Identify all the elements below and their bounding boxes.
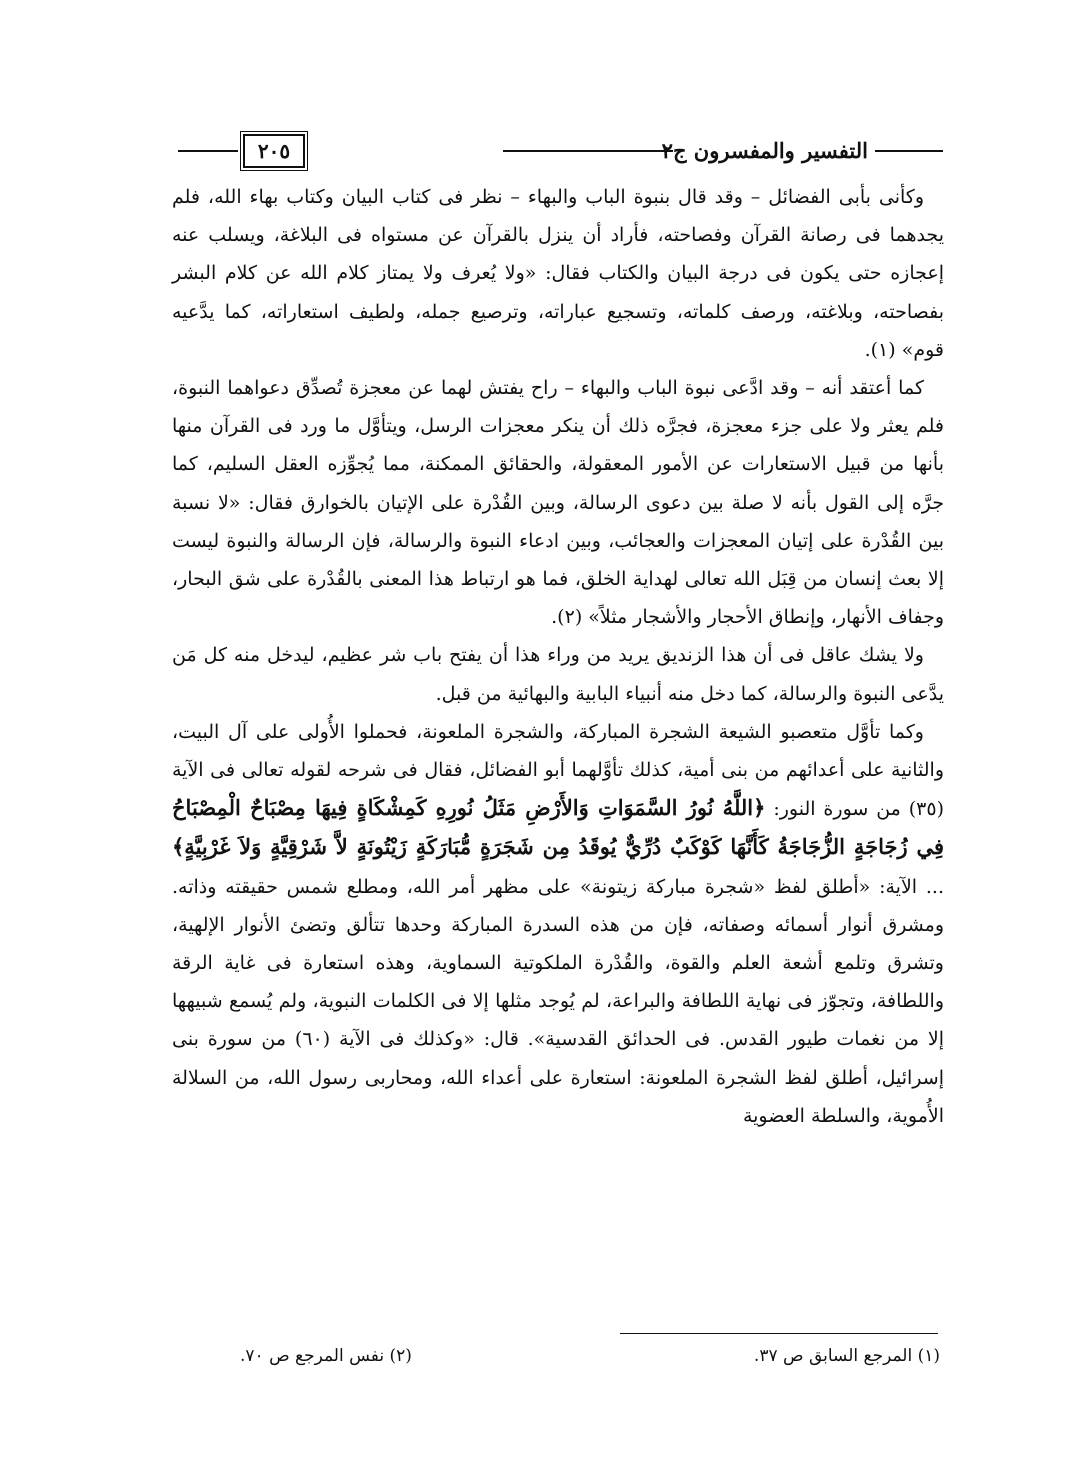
header-rule-right	[875, 150, 943, 152]
body-text	[172, 178, 944, 1135]
footnote-separator	[620, 1333, 938, 1334]
footnotes	[240, 1346, 940, 1366]
paragraph-3: ولا يشك عاقل فى أن هذا الزنديق يريد من وراء هذا أن يفتح باب شر عظيم، ليدخل منه كل مَن يدَّعى النبوة والرسالة، كما دخل منه أنبياء البابية والبهائية من قبل.	[172, 644, 944, 705]
page-number: ٢٠٥	[243, 134, 305, 168]
paragraph-2: كما أعتقد أنه – وقد ادَّعى نبوة الباب والبهاء – راح يفتش لهما عن معجزة تُصدِّق دعواهما النبوة، فلم يعثر ولا على جزء معجزة، فجرَّه ذلك أن ينكر معجزات الرسل، ويتأوَّل ما ورد فى القرآن منها بأنها من قبيل الاستعارات عن الأمور المعقولة، والحقائق الممكنة، مما يُجوِّزه العقل السليم، كما جرَّه إلى القول بأنه لا صلة بين دعوى الرسالة، وبين القُدْرة على الإتيان بالخوارق فقال: «لا نسبة بين القُدْرة على إتيان المعجزات والعجائب، وبين ادعاء النبوة والرسالة، فإن الرسالة والنبوة ليست إلا بعث إنسان من قِبَل الله تعالى لهداية الخلق، فما هو ارتباط هذا المعنى بالقُدْرة على شق البحار، وجفاف الأنهار، وإنطاق الأحجار والأشجار مثلاً» (٢).	[172, 377, 944, 629]
header-rule-middle	[503, 150, 673, 152]
quran-verse: ﴿اللَّهُ نُورُ السَّمَوَاتِ وَالأَرْضِ مَثَلُ نُورِهِ كَمِشْكَاةٍ فِيهَا مِصْبَاحٌ الْمِصْبَاحُ فِي زُجَاجَةٍ الزُّجَاجَةُ كَأَنَّهَا كَوْكَبٌ دُرِّيٌّ يُوقَدُ مِن شَجَرَةٍ مُّبَارَكَةٍ زَيْتُونَةٍ لاَّ شَرْقِيَّةٍ وَلاَ غَرْبِيَّةٍ﴾	[172, 795, 944, 860]
paragraph-4	[172, 713, 944, 1135]
running-title: التفسير والمفسرون ج٢	[661, 138, 868, 163]
header-rule-left	[178, 150, 238, 152]
footnote-1: (١) المرجع السابق ص ٣٧.	[753, 1346, 940, 1366]
footnote-2: (٢) نفس المرجع ص ٧٠.	[240, 1346, 412, 1366]
paragraph-4-intro: وكما تأوَّل متعصبو الشيعة الشجرة المباركة، والشجرة الملعونة، فحملوا الأُولى على آل البيت، والثانية على أعدائهم من بنى أمية، كذلك تأوَّلهما أبو الفضائل، فقال فى شرحه لقوله تعالى فى الآية (٣٥) من سورة النور:	[172, 720, 944, 821]
paragraph-4-continuation: ... الآية: «أطلق لفظ «شجرة مباركة زيتونة» على مظهر أمر الله، ومطلع شمس حقيقته وذاته. ومشرق أنوار أسمائه وصفاته، فإن من هذه السدرة المباركة وحدها تتألق وتضئ الأنوار الإلهية، وتشرق وتلمع أشعة العلم والقوة، والقُدْرة الملكوتية السماوية، وهذه استعارة فى غاية الرقة واللطافة، وتجوّز فى نهاية اللطافة والبراعة، لم يُوجد مثلها إلا فى الكلمات النبوية، ولم يُسمع شبيهها إلا من نغمات طيور القدس. فى الحدائق القدسية». قال: «وكذلك فى الآية (٦٠) من سورة بنى إسرائيل، أطلق لفظ الشجرة الملعونة: استعارة على أعداء الله، ومحاربى رسول الله، من السلالة الأُموية، والسلطة العضوية	[172, 875, 944, 1127]
page-header	[178, 130, 943, 170]
paragraph-1: وكأنى بأبى الفضائل – وقد قال بنبوة الباب والبهاء – نظر فى كتاب البيان وكتاب بهاء الله، فلم يجدهما فى رصانة القرآن وفصاحته، فأراد أن ينزل بالقرآن عن مستواه فى البلاغة، ويسلب عنه إعجازه حتى يكون فى درجة البيان والكتاب فقال: «ولا يُعرف ولا يمتاز كلام الله عن كلام البشر بفصاحته، وبلاغته، ورصف كلماته، وتسجيع عباراته، وترصيع جمله، ولطيف استعاراته، كما يدَّعيه قوم» (١).	[172, 186, 944, 361]
